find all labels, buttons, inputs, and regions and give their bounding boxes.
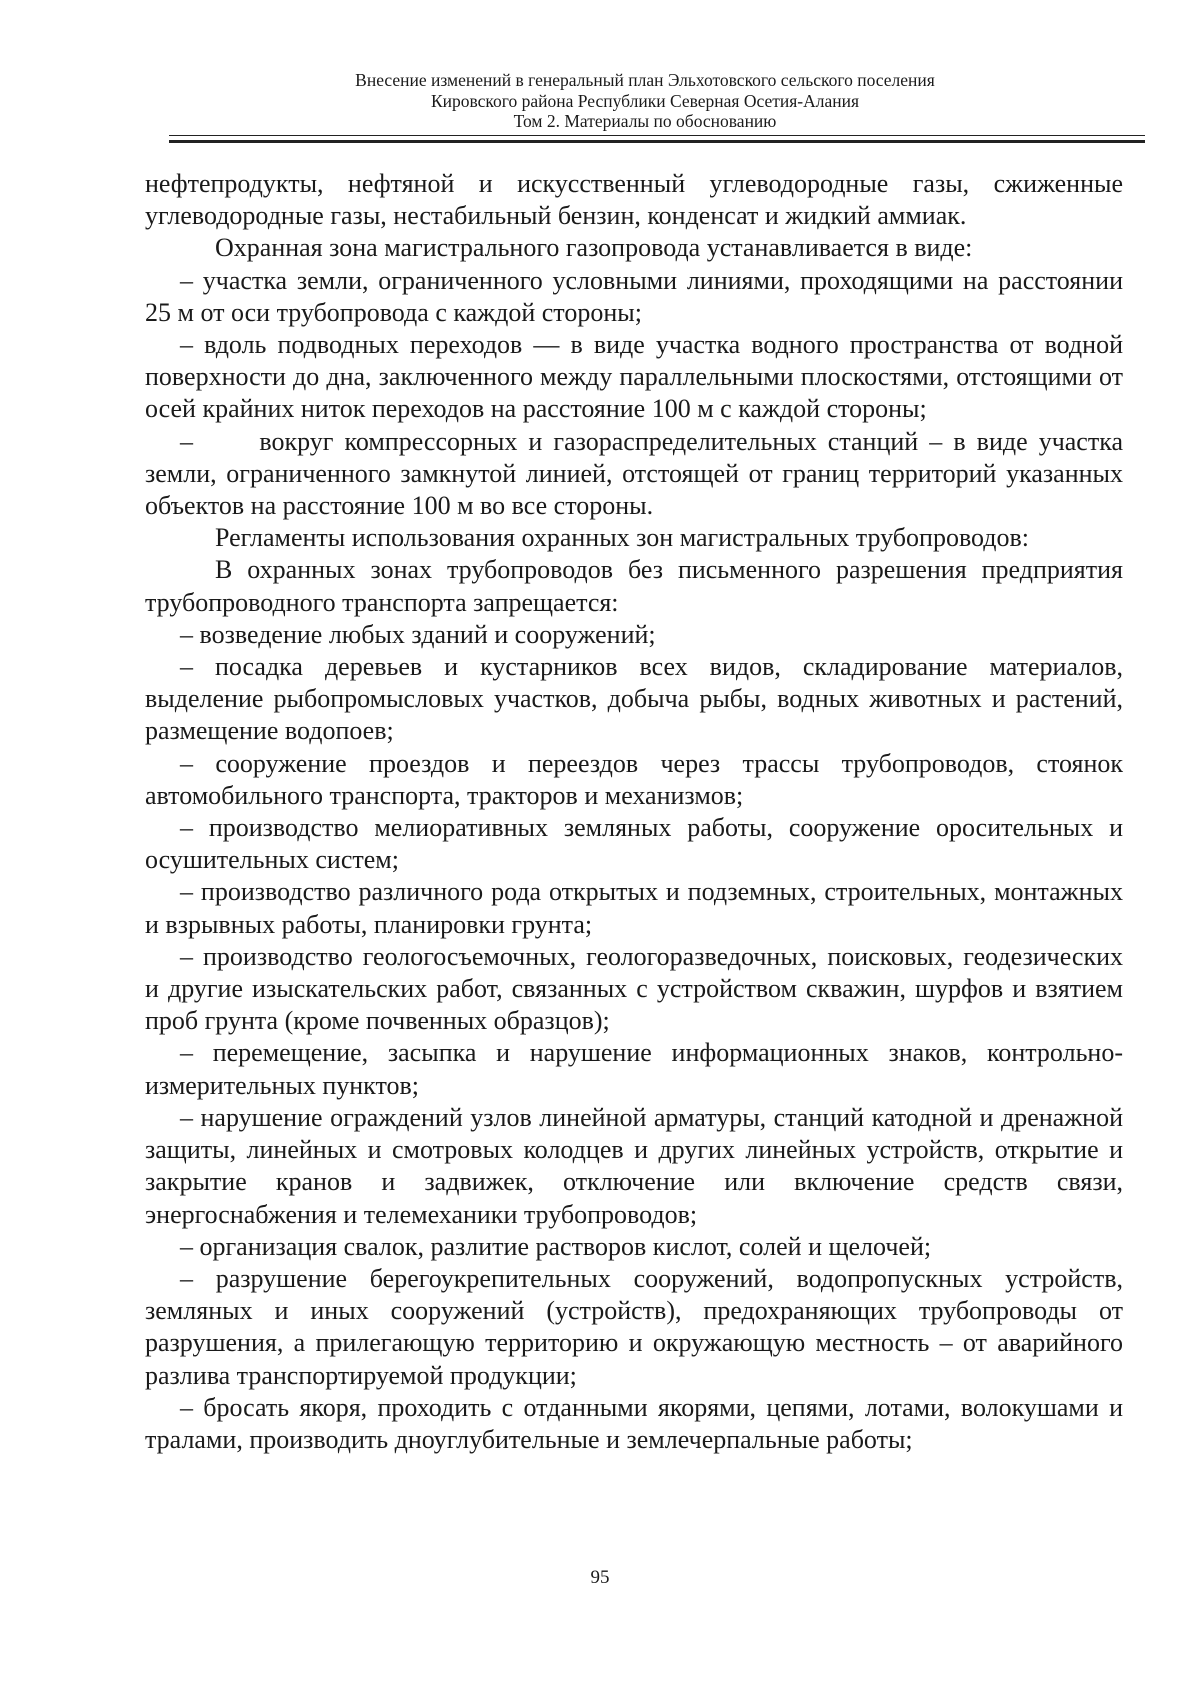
header-line-1: Внесение изменений в генеральный план Эльхотовского сельского поселения <box>355 70 935 90</box>
list-item: – бросать якоря, проходить с отданными якорями, цепями, лотами, волокушами и тралами, производить дноуглубительные и землечерпальные работы; <box>145 1392 1123 1454</box>
list-item: – производство различного рода открытых и подземных, строительных, монтажных и взрывных работы, планировки грунта; <box>145 877 1123 939</box>
list-item: – сооружение проездов и переездов через трассы трубопроводов, стоянок автомобильного транспорта, тракторов и механизмов; <box>145 748 1123 810</box>
list-item: – организация свалок, разлитие растворов кислот, солей и щелочей; <box>180 1231 932 1261</box>
header-divider-thick <box>169 140 1145 143</box>
list-item: – вдоль подводных переходов — в виде участка водного пространства от водной поверхности до дна, заключенного между параллельными плоскостями, отстоящими от осей крайних ниток переходов на расстояние 100 м с каждой стороны; <box>145 330 1123 424</box>
list-item: – посадка деревьев и кустарников всех видов, складирование материалов, выделение рыбопромысловых участков, добыча рыбы, водных животных и растений, размещение водопоев; <box>145 652 1123 746</box>
header-line-2: Кировского района Республики Северная Осетия-Алания <box>430 90 860 111</box>
body-text <box>145 168 1130 1456</box>
list-item: – производство мелиоративных земляных работы, сооружение оросительных и осушительных систем; <box>145 813 1123 875</box>
paragraph-prohibition-intro: В охранных зонах трубопроводов без письменного разрешения предприятия трубопроводного транспорта запрещается: <box>145 555 1123 617</box>
list-item: – нарушение ограждений узлов линейной арматуры, станций катодной и дренажной защиты, линейных и смотровых колодцев и других линейных устройств, открытие и закрытие кранов и задвижек, отключение или включение средств связи, энергоснабжения и телемеханики трубопроводов; <box>145 1102 1123 1229</box>
header-divider-thin <box>169 135 1145 136</box>
list-item: – разрушение берегоукрепительных сооружений, водопропускных устройств, земляных и иных сооружений (устройств), предохраняющих трубопроводы от разрушения, а прилегающую территорию и окружающую местность – от аварийного разлива транспортируемой продукции; <box>145 1263 1123 1390</box>
list-item: – вокруг компрессорных и газораспределительных станций – в виде участка земли, ограниченного замкнутой линией, отстоящей от границ территорий указанных объектов на расстояние 100 м во все стороны. <box>145 426 1130 521</box>
list-item: – участка земли, ограниченного условными линиями, проходящими на расстоянии 25 м от оси трубопровода с каждой стороны; <box>145 265 1123 327</box>
paragraph-regulations-heading: Регламенты использования охранных зон магистральных трубопроводов: <box>215 523 1030 553</box>
paragraph-intro: Охранная зона магистрального газопровода устанавливается в виде: <box>215 233 973 263</box>
header-line-3: Том 2. Материалы по обоснованию <box>513 111 777 131</box>
list-item: – возведение любых зданий и сооружений; <box>180 619 656 649</box>
paragraph-continuation: нефтепродукты, нефтяной и искусственный углеводородные газы, сжиженные углеводородные газы, нестабильный бензин, конденсат и жидкий аммиак. <box>145 169 1123 231</box>
list-item: – производство геологосъемочных, геологоразведочных, поисковых, геодезических и другие изыскательских работ, связанных с устройством скважин, шурфов и взятием проб грунта (кроме почвенных образцов); <box>145 941 1123 1036</box>
list-item: – перемещение, засыпка и нарушение информационных знаков, контрольно-измерительных пунктов; <box>145 1038 1123 1100</box>
running-header <box>145 70 1145 132</box>
page-number: 95 <box>590 1567 610 1588</box>
